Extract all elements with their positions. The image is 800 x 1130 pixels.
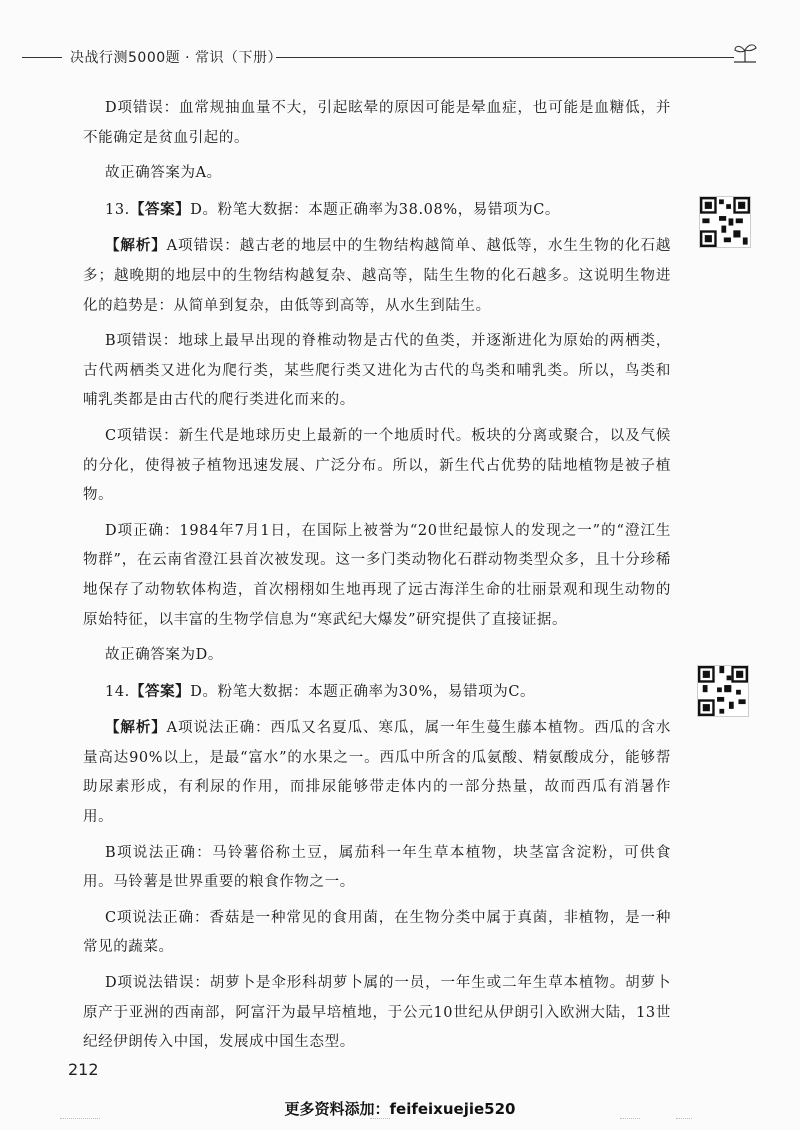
question-13-answer: 13.【答案】D。粉笔大数据：本题正确率为38.08%，易错项为C。 [105, 200, 560, 218]
footer-promo-text: 更多资料添加：feifeixuejie520 [284, 1100, 516, 1118]
scan-artifact [676, 1118, 692, 1125]
page-header [0, 42, 800, 72]
qr-code-question-14[interactable] [697, 665, 749, 717]
question-14-answer: 14.【答案】D。粉笔大数据：本题正确率为30%，易错项为C。 [105, 682, 536, 700]
scan-artifact [370, 1118, 390, 1125]
question-13-analysis-a: 【解析】A项错误：越古老的地层中的生物结构越简单、越低等，水生生物的化石越多；越晚期的地层中的生物结构越复杂、越高等，陆生生物的化石越多。这说明生物进化的趋势是：从简单到复杂，由低等到高等，从水生到陆生。 [83, 237, 671, 314]
question-14-analysis-a: 【解析】A项说法正确：西瓜又名夏瓜、寒瓜，属一年生蔓生藤本植物。西瓜的含水量高达90%以上，是最“富水”的水果之一。西瓜中所含的瓜氨酸、精氨酸成分，能够帮助尿素形成，有利尿的作用，而排尿能够带走体内的一部分热量，故而西瓜有消暑作用。 [83, 719, 671, 826]
sprout-icon [732, 42, 758, 64]
question-13-analysis-b: B项错误：地球上最早出现的脊椎动物是古代的鱼类，并逐渐进化为原始的两栖类，古代两栖类又进化为爬行类，某些爬行类又进化为古代的鸟类和哺乳类。所以，鸟类和哺乳类都是由古代的爬行类进化而来的。 [83, 333, 671, 409]
question-13-analysis-d: D项正确：1984年7月1日，在国际上被誉为“20世纪最惊人的发现之一”的“澄江生物群”，在云南省澄江县首次被发现。这一多门类动物化石群动物类型众多，且十分珍稀地保存了动物软体构造，首次栩栩如生地再现了远古海洋生命的壮丽景观和现生动物的原始特征，以丰富的生物学信息为“寒武纪大爆发”研究提供了直接证据。 [83, 522, 671, 628]
page-number: 212 [68, 1060, 99, 1079]
answer-summary: 故正确答案为A。 [105, 165, 222, 182]
paragraph-d-wrong-blood: D项错误：血常规抽血量不大，引起眩晕的原因可能是晕血症，也可能是血糖低，并不能确定是贫血引起的。 [83, 100, 671, 146]
question-14-analysis-d: D项说法错误：胡萝卜是伞形科胡萝卜属的一员，一年生或二年生草本植物。胡萝卜原产于亚洲的西南部，阿富汗为最早培植地，于公元10世纪从伊朗引入欧洲大陆，13世纪经伊朗传入中国，发展成中国生态型。 [83, 975, 671, 1051]
qr-code-question-13[interactable] [699, 196, 751, 248]
scan-artifact [620, 1118, 640, 1125]
qr-pattern [700, 197, 750, 247]
answer-explanations [83, 94, 671, 1064]
question-14-analysis-b: B项说法正确：马铃薯俗称土豆，属茄科一年生草本植物，块茎富含淀粉，可供食用。马铃薯是世界重要的粮食作物之一。 [83, 844, 671, 891]
scan-artifact [60, 1118, 100, 1125]
header-rule-right [276, 57, 734, 58]
qr-pattern [698, 666, 748, 716]
question-13-analysis-c: C项错误：新生代是地球历史上最新的一个地质时代。板块的分离或聚合，以及气候的分化，使得被子植物迅速发展、广泛分布。所以，新生代占优势的陆地植物是被子植物。 [83, 427, 671, 504]
question-14-analysis-c: C项说法正确：香菇是一种常见的食用菌，在生物分类中属于真菌，非植物，是一种常见的蔬菜。 [83, 909, 671, 956]
answer-summary: 故正确答案为D。 [105, 647, 223, 664]
header-rule-left [22, 57, 62, 58]
book-title: 决战行测5000题 · 常识（下册） [70, 50, 282, 66]
